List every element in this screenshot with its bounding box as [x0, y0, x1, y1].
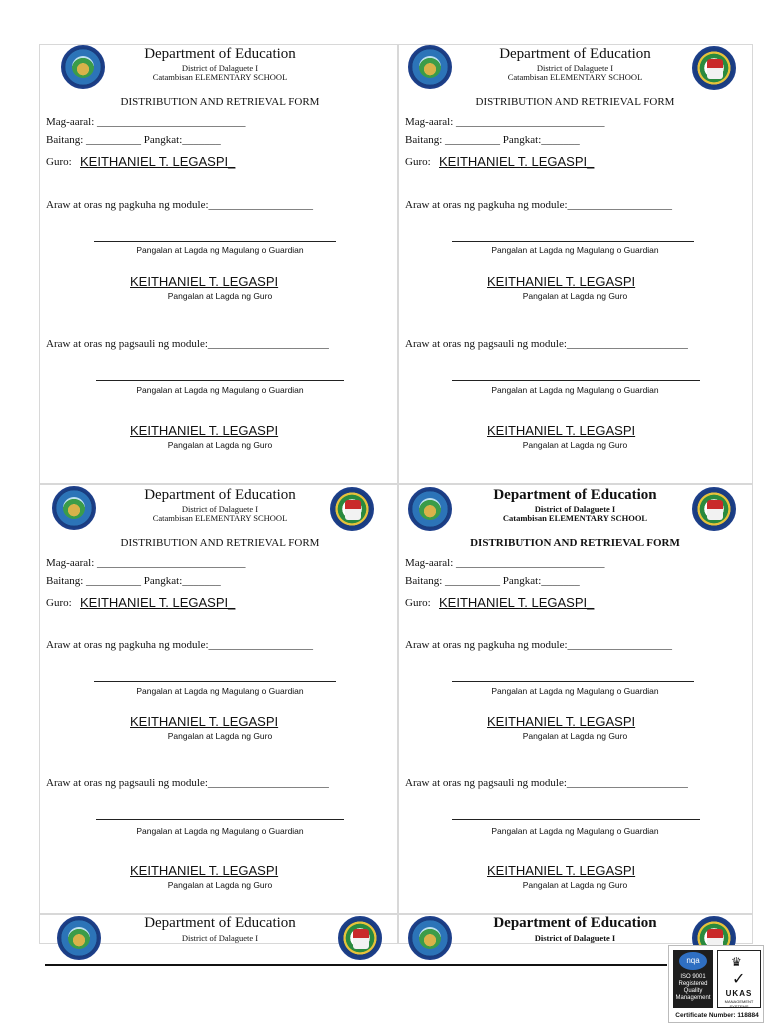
pagkuha-line: Araw at oras ng pagkuha ng module:___________________ — [405, 639, 673, 651]
dept-title: Department of Education — [493, 487, 657, 503]
teacher-caption: Pangalan at Lagda ng Guro — [167, 440, 273, 450]
form-card-partial-right — [398, 914, 753, 944]
school-seal-icon — [692, 46, 736, 90]
deped-seal-icon — [57, 916, 101, 960]
guardian-caption: Pangalan at Lagda ng Magulang o Guardian — [491, 826, 659, 836]
district-text: District of Dalaguete I — [181, 63, 259, 73]
form-title: DISTRIBUTION AND RETRIEVAL FORM — [470, 537, 680, 549]
guro-name: KEITHANIEL T. LEGASPI_ — [439, 595, 595, 610]
teacher-caption: Pangalan at Lagda ng Guro — [522, 440, 628, 450]
dept-title: Department of Education — [144, 487, 296, 503]
pagkuha-line: Araw at oras ng pagkuha ng module:___________________ — [46, 639, 314, 651]
form-card-bottom-left — [39, 484, 398, 914]
teacher-name: KEITHANIEL T. LEGASPI — [487, 863, 636, 878]
guardian-signature-line — [452, 241, 694, 242]
pagsauli-line: Araw at oras ng pagsauli ng module:______________________ — [46, 338, 329, 350]
mag-aaral-line: Mag-aaral: ___________________________ — [405, 557, 605, 569]
teacher-name: KEITHANIEL T. LEGASPI — [130, 423, 279, 438]
school-seal-icon — [338, 916, 382, 960]
guardian-caption: Pangalan at Lagda ng Magulang o Guardian — [136, 245, 304, 255]
guardian-caption: Pangalan at Lagda ng Magulang o Guardian — [491, 385, 659, 395]
school-seal-icon — [330, 487, 374, 531]
teacher-name: KEITHANIEL T. LEGASPI — [130, 714, 279, 729]
guardian-caption: Pangalan at Lagda ng Magulang o Guardian — [491, 245, 659, 255]
teacher-caption: Pangalan at Lagda ng Guro — [522, 880, 628, 890]
pagsauli-line: Araw at oras ng pagsauli ng module:______________________ — [46, 777, 329, 789]
deped-seal-icon — [408, 45, 452, 89]
baitang-line: Baitang: __________ Pangkat:_______ — [405, 134, 580, 146]
baitang-line: Baitang: __________ Pangkat:_______ — [405, 575, 580, 587]
dept-title: Department of Education — [144, 46, 296, 62]
teacher-name: KEITHANIEL T. LEGASPI — [130, 274, 279, 289]
district-text: District of Dalaguete I — [534, 933, 616, 943]
school-seal-icon — [692, 487, 736, 531]
deped-seal-icon — [408, 487, 452, 531]
teacher-name: KEITHANIEL T. LEGASPI — [487, 274, 636, 289]
form-title: DISTRIBUTION AND RETRIEVAL FORM — [120, 537, 320, 549]
guardian-caption: Pangalan at Lagda ng Magulang o Guardian — [491, 686, 659, 696]
baitang-line: Baitang: __________ Pangkat:_______ — [46, 134, 221, 146]
pagkuha-line: Araw at oras ng pagkuha ng module:___________________ — [405, 199, 673, 211]
guro-name: KEITHANIEL T. LEGASPI_ — [80, 154, 236, 169]
mag-aaral-line: Mag-aaral: ___________________________ — [46, 116, 246, 128]
certification-badge — [668, 945, 764, 1023]
mag-aaral-line: Mag-aaral: ___________________________ — [405, 116, 605, 128]
guardian-caption: Pangalan at Lagda ng Magulang o Guardian — [136, 686, 304, 696]
deped-seal-icon — [52, 486, 96, 530]
teacher-caption: Pangalan at Lagda ng Guro — [522, 731, 628, 741]
dept-title: Department of Education — [499, 46, 651, 62]
dept-title: Department of Education — [493, 915, 657, 931]
form-title: DISTRIBUTION AND RETRIEVAL FORM — [120, 96, 320, 108]
crown-icon: ♛ — [731, 955, 742, 969]
district-text: District of Dalaguete I — [536, 63, 614, 73]
guro-name: KEITHANIEL T. LEGASPI_ — [439, 154, 595, 169]
form-card-top-right — [398, 44, 753, 484]
guardian-caption: Pangalan at Lagda ng Magulang o Guardian — [136, 385, 304, 395]
guardian-signature-line — [94, 241, 336, 242]
guro-label: Guro: — [46, 156, 72, 168]
ukas-logo — [717, 950, 761, 1008]
form-card-bottom-right — [398, 484, 753, 914]
teacher-caption: Pangalan at Lagda ng Guro — [522, 291, 628, 301]
certificate-number: Certificate Number: 118884 — [675, 1012, 759, 1019]
mag-aaral-line: Mag-aaral: ___________________________ — [46, 557, 246, 569]
school-text: Catambisan ELEMENTARY SCHOOL — [152, 513, 288, 523]
form-card-top-left — [39, 44, 398, 484]
page-divider — [45, 964, 667, 966]
guro-label: Guro: — [46, 597, 72, 609]
ukas-text: UKAS — [725, 989, 753, 998]
school-text: Catambisan ELEMENTARY SCHOOL — [502, 513, 648, 523]
district-text: District of Dalaguete I — [181, 504, 259, 514]
pagsauli-line: Araw at oras ng pagsauli ng module:______________________ — [405, 338, 688, 350]
guardian-caption: Pangalan at Lagda ng Magulang o Guardian — [136, 826, 304, 836]
deped-seal-icon — [408, 916, 452, 960]
guro-label: Guro: — [405, 156, 431, 168]
school-text: Catambisan ELEMENTARY SCHOOL — [507, 72, 643, 82]
teacher-name: KEITHANIEL T. LEGASPI — [130, 863, 279, 878]
guardian-signature-line — [96, 380, 344, 381]
iso-text: ISO 9001 Registered Quality Management — [675, 974, 711, 1001]
guardian-signature-line — [452, 681, 694, 682]
guro-label: Guro: — [405, 597, 431, 609]
guardian-signature-line — [452, 819, 700, 820]
guro-name: KEITHANIEL T. LEGASPI_ — [80, 595, 236, 610]
teacher-name: KEITHANIEL T. LEGASPI — [487, 423, 636, 438]
guardian-signature-line — [96, 819, 344, 820]
checkmark-icon: ✓ — [732, 971, 746, 988]
school-text: Catambisan ELEMENTARY SCHOOL — [152, 72, 288, 82]
teacher-name: KEITHANIEL T. LEGASPI — [487, 714, 636, 729]
nqa-logo: nqa — [679, 952, 707, 970]
ukas-subtext: MANAGEMENT SYSTEMS — [724, 999, 754, 1009]
form-card-partial-left — [39, 914, 398, 944]
pagkuha-line: Araw at oras ng pagkuha ng module:___________________ — [46, 199, 314, 211]
dept-title: Department of Education — [144, 915, 296, 931]
guardian-signature-line — [452, 380, 700, 381]
guardian-signature-line — [94, 681, 336, 682]
pagsauli-line: Araw at oras ng pagsauli ng module:______________________ — [405, 777, 688, 789]
teacher-caption: Pangalan at Lagda ng Guro — [167, 731, 273, 741]
baitang-line: Baitang: __________ Pangkat:_______ — [46, 575, 221, 587]
form-title: DISTRIBUTION AND RETRIEVAL FORM — [475, 96, 675, 108]
district-text: District of Dalaguete I — [534, 504, 616, 514]
district-text: District of Dalaguete I — [181, 933, 259, 943]
teacher-caption: Pangalan at Lagda ng Guro — [167, 291, 273, 301]
teacher-caption: Pangalan at Lagda ng Guro — [167, 880, 273, 890]
deped-seal-icon — [61, 45, 105, 89]
